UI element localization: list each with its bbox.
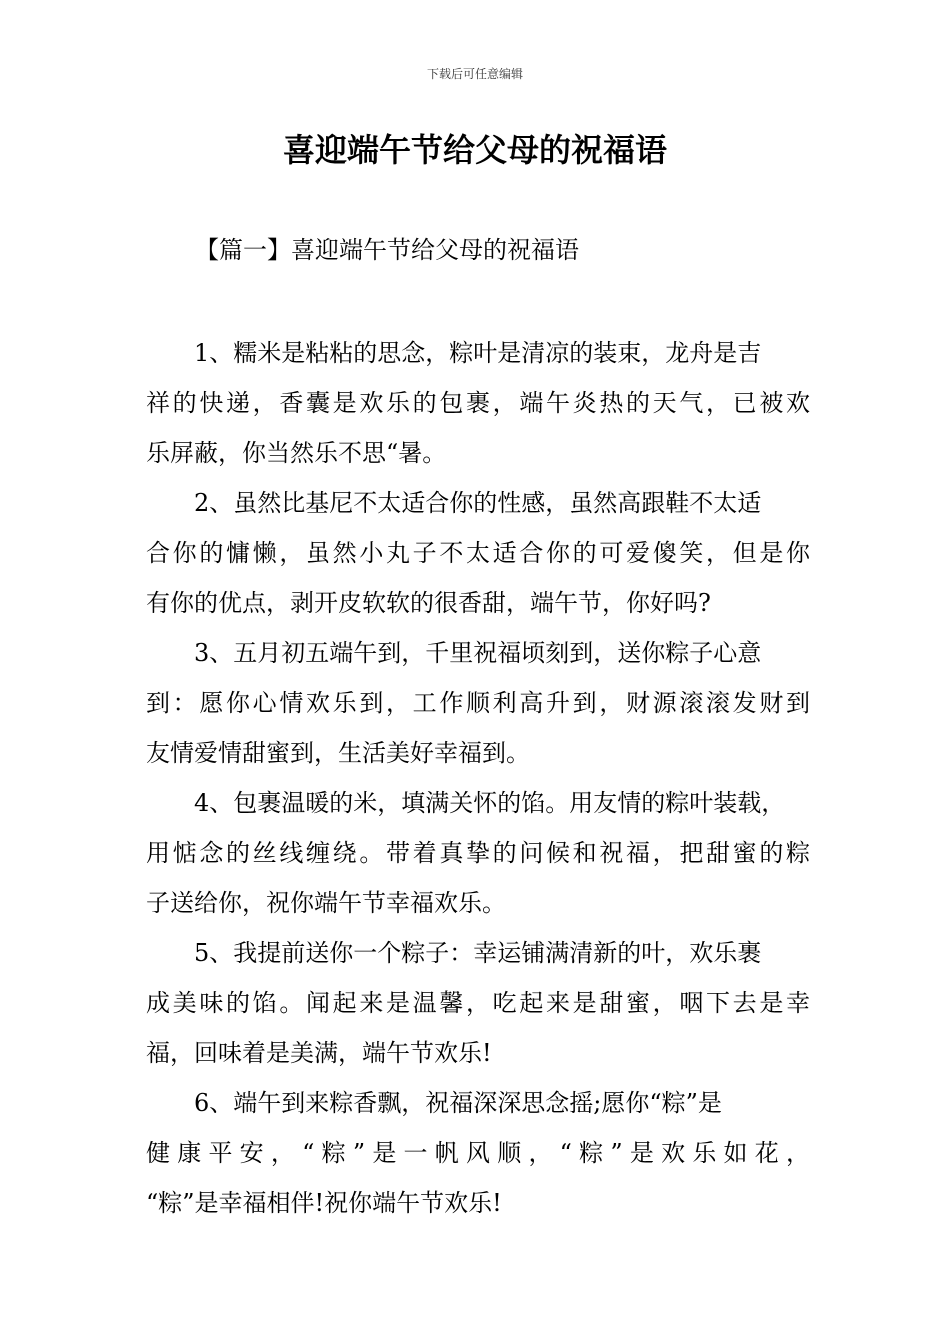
paragraph-line: 健康平安，“粽”是一帆风顺，“粽”是欢乐如花， [146,1139,810,1167]
paragraph-line: 福，回味着是美满，端午节欢乐! [146,1039,492,1067]
paragraph-1 [146,328,810,478]
paragraph-line: 成美味的馅。闻起来是温馨，吃起来是甜蜜，咽下去是幸 [146,989,810,1017]
paragraph-line: 6、端午到来粽香飘，祝福深深思念摇;愿你“粽”是 [194,1089,722,1117]
header-note: 下载后可任意编辑 [426,67,523,81]
paragraph-line: 有你的优点，剥开皮软软的很香甜，端午节，你好吗? [146,589,711,617]
paragraph-5 [146,928,810,1078]
paragraph-line: “粽”是幸福相伴!祝你端午节欢乐! [146,1189,502,1217]
paragraph-4 [146,778,810,928]
paragraph-line: 3、五月初五端午到，千里祝福顷刻到，送你粽子心意 [194,639,762,667]
paragraph-line: 1、糯米是粘粘的思念，粽叶是清凉的装束，龙舟是吉 [194,339,762,367]
paragraph-2 [146,478,810,628]
paragraph-line: 合你的慵懒，虽然小丸子不太适合你的可爱傻笑，但是你 [146,539,810,567]
paragraph-line: 友情爱情甜蜜到，生活美好幸福到。 [146,739,530,767]
document-title: 喜迎端午节给父母的祝福语 [282,131,667,169]
paragraph-line: 子送给你，祝你端午节幸福欢乐。 [146,889,506,917]
document-body [146,328,810,1228]
paragraph-line: 乐屏蔽，你当然乐不思“暑。 [146,439,447,467]
paragraph-line: 到：愿你心情欢乐到，工作顺利高升到，财源滚滚发财到 [146,689,810,717]
paragraph-line: 5、我提前送你一个粽子：幸运铺满清新的叶，欢乐裹 [194,939,762,967]
paragraph-6 [146,1078,810,1228]
paragraph-line: 4、包裹温暖的米，填满关怀的馅。用友情的粽叶装载， [194,789,786,817]
paragraph-line: 用惦念的丝线缠绕。带着真挚的问候和祝福，把甜蜜的粽 [146,839,810,867]
paragraph-line: 2、虽然比基尼不太适合你的性感，虽然高跟鞋不太适 [194,489,762,517]
paragraph-3 [146,628,810,778]
paragraph-line: 祥的快递，香囊是欢乐的包裹，端午炎热的天气，已被欢 [146,389,810,417]
section-heading: 【篇一】喜迎端午节给父母的祝福语 [195,236,579,264]
